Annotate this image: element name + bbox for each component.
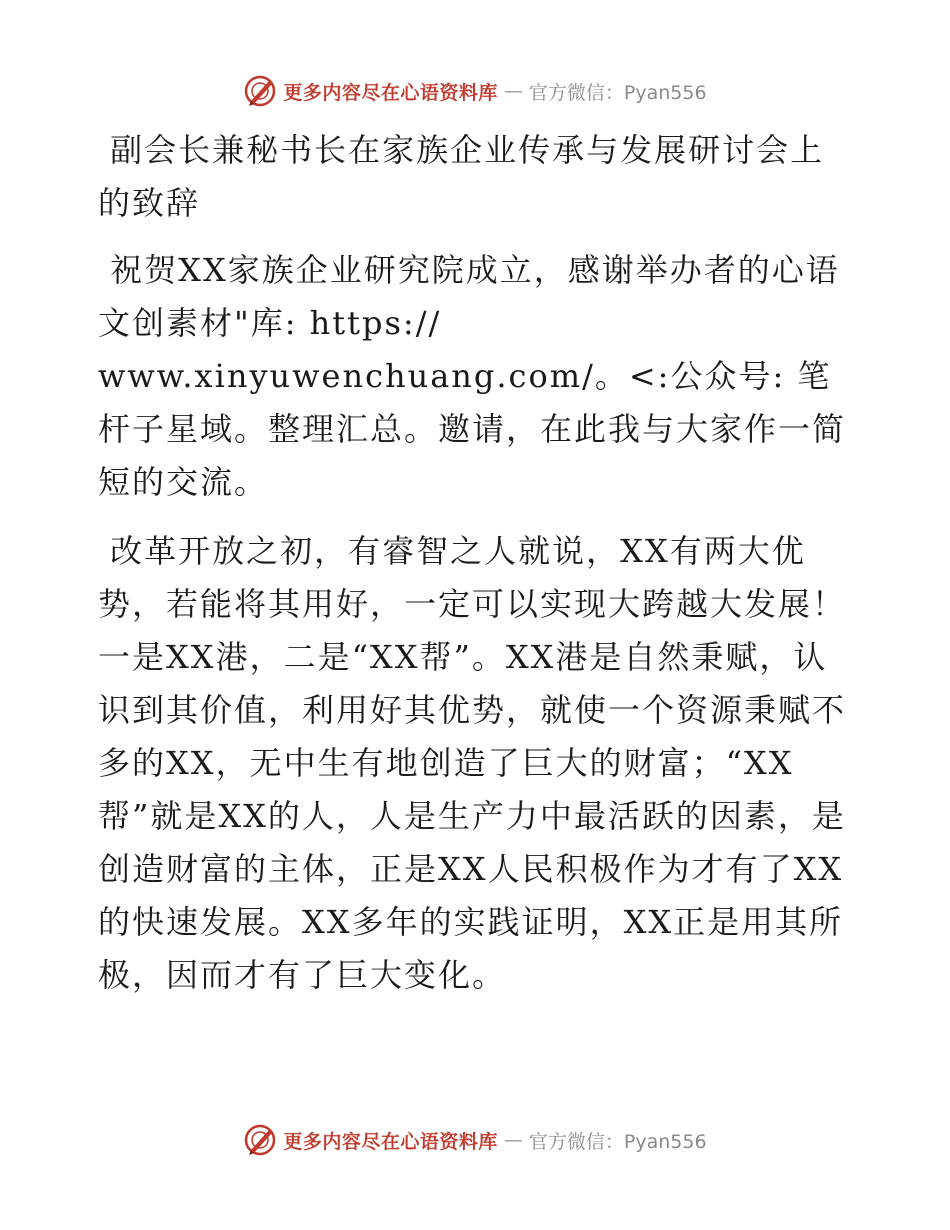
banner-text: 更多内容尽在心语资料库 xyxy=(283,81,498,104)
pen-logo-icon xyxy=(243,74,277,108)
header-banner xyxy=(0,71,950,111)
banner-text: 更多内容尽在心语资料库 xyxy=(283,1130,498,1153)
document-body xyxy=(98,124,854,1018)
paragraph-1: 祝贺XX家族企业研究院成立，感谢举办者的心语文创素材"库: https:// www.xinyuwenchuang.com/。<:公众号: 笔杆子星域。整理汇总。邀请，在此我与大家作一简短的交流。 xyxy=(98,251,847,501)
paragraph-2: 改革开放之初，有睿智之人就说，XX有两大优 势，若能将其用好，一定可以实现大跨越大发展！一是XX港，二是“XX帮”。XX港是自然秉赋，认识到其价值，利用好其优势，就使一个资源秉赋不多的XX，无中生有地创造了巨大的财富；“XX 帮”就是XX的人，人是生产力中最活跃的因素，是创造财富的主体，正是XX人民积极作为才有了XX的快速发展。XX多年的实践证明，XX正是用其所极，因而才有了巨大变化。 xyxy=(98,532,847,994)
banner-separator: — xyxy=(503,80,523,102)
pen-logo-icon xyxy=(243,1123,277,1157)
footer-banner xyxy=(0,1120,950,1160)
banner-separator: — xyxy=(503,1129,523,1151)
banner-wechat: 官方微信：Pyan556 xyxy=(528,1130,707,1153)
document-title: 副会长兼秘书长在家族企业传承与发展研讨会上的致辞 xyxy=(98,131,825,222)
banner-wechat: 官方微信：Pyan556 xyxy=(528,81,707,104)
